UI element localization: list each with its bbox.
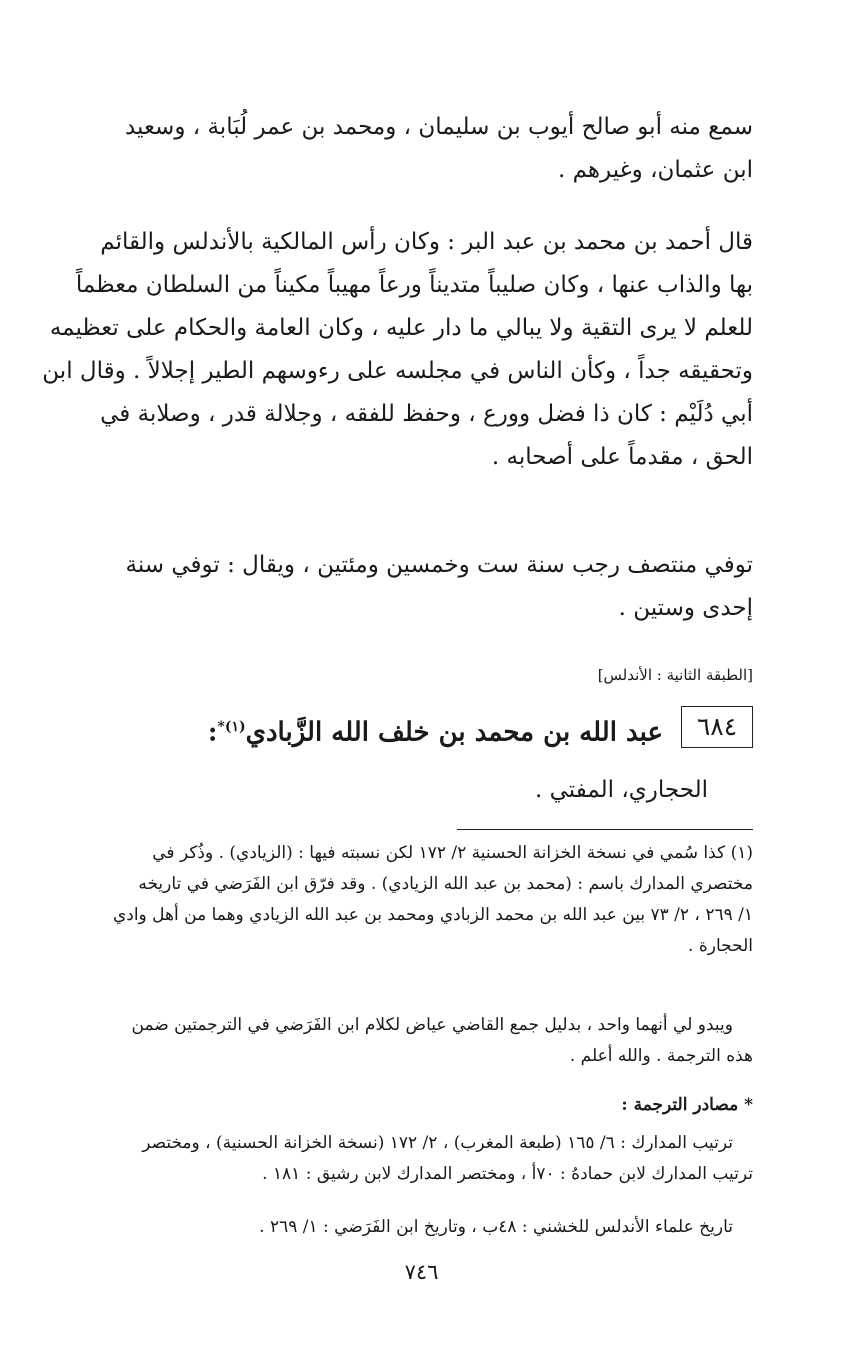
paragraph-death	[43, 544, 753, 630]
entry-title	[208, 704, 663, 756]
footnote-line: الحجارة .	[688, 936, 753, 956]
footnote-line: ترتيب المدارك : ٦/ ١٦٥ (طبعة المغرب) ، ٢/ ١٧٢ (نسخة الخزانة الحسنية) ، ومختصر	[142, 1133, 733, 1153]
entry-number-box: ٦٨٤	[681, 706, 753, 748]
footnote-line: ١/ ٢٦٩ ، ٢/ ٧٣ بين عبد الله بن محمد الزبادي ومحمد بن عبد الله الزيادي وهما من أهل وادي	[112, 905, 753, 925]
sources-list-2	[43, 1212, 753, 1243]
page-number: ٧٤٦	[404, 1260, 439, 1284]
text-line: سمع منه أبو صالح أيوب بن سليمان ، ومحمد بن عمر لُبَابة ، وسعيد	[124, 114, 753, 140]
text-line: قال أحمد بن محمد بن عبد البر : وكان رأس المالكية بالأندلس والقائم	[100, 229, 753, 255]
text-line: بها والذاب عنها ، وكان صليباً متديناً ورعاً مهيباً مكيناً من السلطان معظماً	[75, 272, 753, 298]
footnote-1-continued	[43, 1010, 753, 1072]
footnote-line: ترتيب المدارك لابن حمادهُ : ٧٠أ ، ومختصر المدارك لابن رشيق : ١٨١ .	[262, 1164, 753, 1184]
sources-list-1	[43, 1128, 753, 1190]
entry-colon: :	[207, 717, 218, 748]
text-line: الحق ، مقدماً على أصحابه .	[491, 444, 753, 470]
sources-heading: * مصادر الترجمة :	[621, 1095, 753, 1115]
entry-name: عبد الله بن محمد بن خلف الله الزَّبادي	[245, 717, 663, 748]
text-line: للعلم لا يرى التقية ولا يبالي ما دار عليه ، وكان العامة والحكام على تعظيمه	[49, 315, 753, 341]
footnote-line: ويبدو لي أنهما واحد ، بدليل جمع القاضي عياض لكلام ابن الفَرَضي في الترجمتين ضمن	[131, 1015, 733, 1035]
paragraph-biography	[43, 221, 753, 479]
footnote-1	[43, 838, 753, 962]
entry-heading	[43, 704, 753, 752]
text-line: إحدى وستين .	[618, 595, 753, 621]
footnote-line: (١) كذا سُمي في نسخة الخزانة الحسنية ٢/ ١٧٢ لكن نسبته فيها : (الزيادي) . وذُكر في	[152, 843, 753, 863]
entry-subtitle: الحجاري، المفتي .	[534, 777, 708, 803]
text-line: توفي منتصف رجب سنة ست وخمسين ومئتين ، ويقال : توفي سنة	[125, 552, 753, 578]
footnote-line: مختصري المدارك باسم : (محمد بن عبد الله الزيادي) . وقد فرّق ابن الفَرَضي في تاريخه	[138, 874, 753, 894]
paragraph-students	[43, 106, 753, 192]
footnote-line: تاريخ علماء الأندلس للخشني : ٤٨ب ، وتاريخ ابن الفَرَضي : ١/ ٢٦٩ .	[259, 1217, 733, 1237]
text-line: وتحقيقه جداً ، وكأن الناس في مجلسه على رءوسهم الطير إجلالاً . وقال ابن	[42, 358, 753, 384]
text-line: ابن عثمان، وغيرهم .	[557, 157, 753, 183]
footnote-marker: (١)*	[217, 719, 246, 735]
text-line: أبي دُلَيْم : كان ذا فضل وورع ، وحفظ للفقه ، وجلالة قدر ، وصلابة في	[100, 401, 753, 427]
footnote-divider	[457, 829, 753, 830]
section-tag: [الطبقة الثانية : الأندلس]	[597, 666, 753, 684]
footnote-line: هذه الترجمة . والله أعلم .	[569, 1046, 753, 1066]
